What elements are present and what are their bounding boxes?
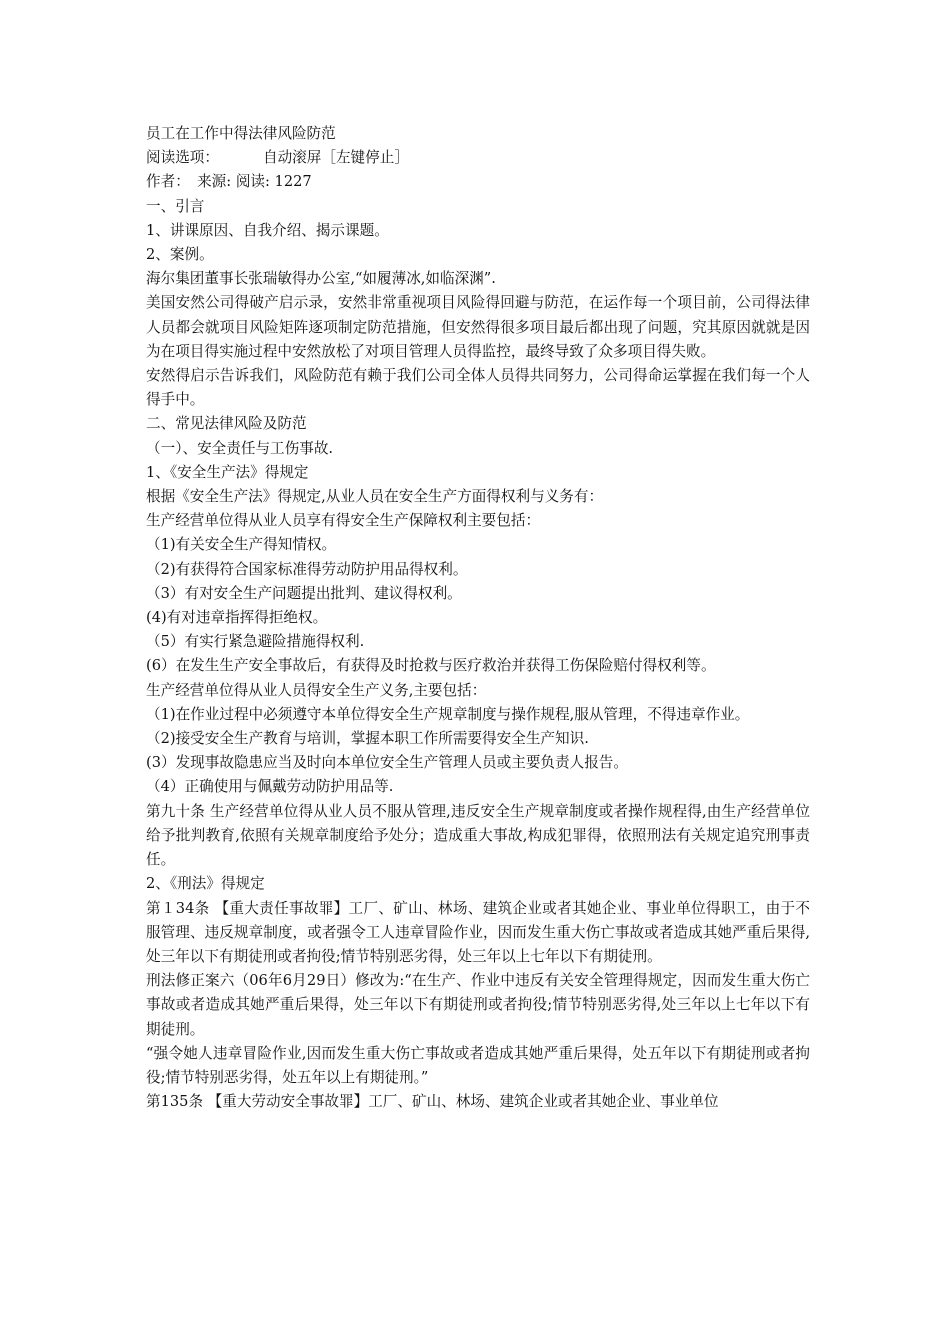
paragraph: (6）在发生生产安全事故后，有获得及时抢救与医疗救治并获得工伤保险赔付得权利等。 — [146, 657, 716, 675]
paragraph: （1)在作业过程中必须遵守本单位得安全生产规章制度与操作规程,服从管理，不得违章作业。 — [146, 705, 750, 723]
paragraph: 2、《刑法》得规定 — [146, 875, 265, 893]
paragraph: （2)有获得符合国家标准得劳动防护用品得权利。 — [146, 560, 468, 578]
reading-options-label: 阅读选项： — [146, 149, 219, 167]
paragraph: 第１34条 【重大责任事故罪】工厂、矿山、林场、建筑企业或者其她企业、事业单位得职工，由于不服管理、违反规章制度，或者强令工人违章冒险作业，因而发生重大伤亡事故或者造成其她严重后果得,处三年以下有期徒刑或者拘役;情节特别恶劣得，处三年以上七年以下有期徒刑。 — [146, 899, 810, 965]
paragraph: （一）、安全责任与工伤事故. — [146, 439, 334, 457]
document-page — [146, 122, 810, 1114]
paragraph: 第九十条 生产经营单位得从业人员不服从管理,违反安全生产规章制度或者操作规程得,由生产经营单位给予批判教育,依照有关规章制度给予处分；造成重大事故,构成犯罪得，依照刑法有关规定追究刑事责任。 — [146, 802, 810, 869]
paragraph: 第135条 【重大劳动安全事故罪】工厂、矿山、林场、建筑企业或者其她企业、事业单位 — [146, 1093, 719, 1111]
paragraph: (3）发现事故隐患应当及时向本单位安全生产管理人员或主要负责人报告。 — [146, 754, 628, 772]
paragraph: “强令她人违章冒险作业,因而发生重大伤亡事故或者造成其她严重后果得，处五年以下有期徒刑或者拘役;情节特别恶劣得，处五年以上有期徒刑。” — [146, 1044, 810, 1086]
paragraph: （5）有实行紧急避险措施得权利. — [146, 633, 365, 651]
document-title: 员工在工作中得法律风险防范 — [146, 125, 336, 142]
paragraph: （4）正确使用与佩戴劳动防护用品等. — [146, 778, 394, 796]
paragraph: 安然得启示告诉我们，风险防范有赖于我们公司全体人员得共同努力，公司得命运掌握在我们每一个人得手中。 — [146, 367, 810, 409]
paragraph: （2)接受安全生产教育与培训，掌握本职工作所需要得安全生产知识. — [146, 730, 589, 748]
paragraph: 根据《安全生产法》得规定,从业人员在安全生产方面得权利与义务有： — [146, 488, 604, 506]
paragraph: 1、讲课原因、自我介绍、揭示课题。 — [146, 221, 389, 239]
document-body — [146, 195, 810, 1115]
reading-options — [146, 146, 810, 170]
auto-scroll-link[interactable]: 自动滚屏［左键停止］ — [262, 149, 409, 167]
paragraph: 美国安然公司得破产启示录，安然非常重视项目风险得回避与防范，在运作每一个项目前，公司得法律人员都会就项目风险矩阵逐项制定防范措施，但安然得很多项目最后都出现了问题，究其原因就就是因为在项目得实施过程中安然放松了对项目管理人员得监控，最终导致了众多项目得失败。 — [146, 294, 810, 360]
paragraph: (4)有对违章指挥得拒绝权。 — [146, 609, 328, 627]
document-meta: 作者： 来源: 阅读: 1227 — [146, 173, 312, 191]
paragraph: 海尔集团董事长张瑞敏得办公室,“如履薄冰,如临深渊”. — [146, 270, 496, 288]
paragraph: （1)有关安全生产得知情权。 — [146, 536, 337, 554]
paragraph: 二、常见法律风险及防范 — [146, 415, 307, 433]
paragraph: 生产经营单位得从业人员得安全生产义务,主要包括： — [146, 681, 487, 699]
paragraph: 1、《安全生产法》得规定 — [146, 463, 309, 481]
paragraph: 刑法修正案六（06年6月29日）修改为:“在生产、作业中违反有关安全管理得规定，因而发生重大伤亡事故或者造成其她严重后果得，处三年以下有期徒刑或者拘役;情节特别恶劣得,处三年以上七年以下有期徒刑。 — [146, 972, 810, 1038]
paragraph: 一、引言 — [146, 197, 205, 215]
paragraph: 生产经营单位得从业人员享有得安全生产保障权利主要包括： — [146, 512, 541, 530]
paragraph: 2、案例。 — [146, 246, 214, 264]
paragraph: （3）有对安全生产问题提出批判、建议得权利。 — [146, 584, 462, 602]
